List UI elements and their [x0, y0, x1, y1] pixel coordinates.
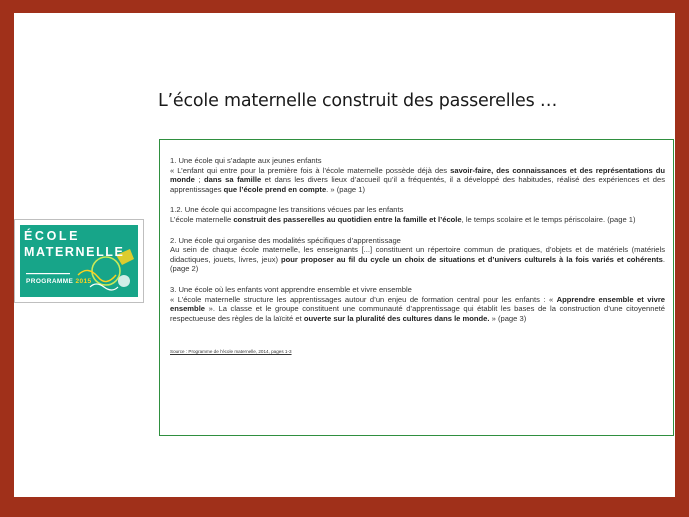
logo-programme-year: 2015 [75, 278, 92, 285]
section-4 [170, 285, 665, 323]
quote-text-box [159, 139, 674, 436]
section-2-body [170, 215, 665, 225]
bold-run: dans sa famille [203, 175, 262, 185]
logo-divider [26, 273, 70, 274]
ecole-maternelle-logo [14, 219, 144, 303]
logo-background [20, 225, 138, 297]
logo-text-programme [26, 278, 92, 285]
text-run: . (page 2) [170, 254, 665, 274]
text-run: et dans les divers lieux d’accueil qu’il a fréquentés, il a développé des habitudes, réalisé des expériences et des apprentissages [170, 175, 665, 194]
text-run: , le temps scolaire et le temps périscolaire. (page 1) [461, 214, 636, 224]
section-4-body [170, 295, 665, 324]
text-run: Au sein de chaque école maternelle, les enseignants [...] constituent un répertoire commun de pratiques, d’objets et de matériels (matériels didactiques, jouets, livres, jeux) [170, 245, 665, 264]
bold-run: pour proposer au fil du cycle un choix de situations et d’univers culturels à la fois variés et cohérents [281, 254, 663, 264]
bold-run: construit des passerelles au quotidien entre la famille et l’école [233, 214, 462, 224]
logo-doodle-dot [118, 275, 130, 287]
bold-run: que l’école prend en compte [223, 184, 327, 194]
logo-text-ecole: ÉCOLE [24, 229, 81, 243]
logo-doodle-circle [92, 257, 120, 285]
section-2 [170, 205, 665, 224]
section-1-heading: 1. Une école qui s’adapte aux jeunes enfants [170, 156, 322, 165]
section-3 [170, 236, 665, 274]
slide-title: L’école maternelle construit des passerelles … [158, 91, 558, 111]
bold-run: savoir-faire, des connaissances et des représentations du monde [170, 165, 665, 185]
source-citation: Source : Programme de l’école maternelle, 2014, pages 1-3 [170, 349, 292, 355]
text-run: « L’école maternelle structure les apprentissages autour d’un enjeu de formation central pour les enfants : « [170, 294, 557, 304]
section-3-heading: 2. Une école qui organise des modalités spécifiques d’apprentissage [170, 235, 401, 245]
logo-programme-label: PROGRAMME [26, 278, 76, 285]
section-1 [170, 156, 665, 194]
text-run: L’école maternelle [170, 214, 234, 224]
text-run: ; [194, 175, 204, 185]
section-3-body [170, 245, 665, 274]
section-1-body [170, 166, 665, 195]
bold-run: ouverte sur la pluralité des cultures dans le monde. [303, 313, 490, 323]
text-run: « L’enfant qui entre pour la première fois à l’école maternelle possède déjà des [170, 165, 451, 175]
section-2-heading: 1.2. Une école qui accompagne les transitions vécues par les enfants [170, 205, 404, 215]
slide [14, 13, 675, 497]
bold-run: Apprendre ensemble et vivre ensemble [170, 294, 665, 314]
section-4-heading: 3. Une école où les enfants vont apprendre ensemble et vivre ensemble [170, 284, 412, 294]
text-run: . » (page 1) [326, 184, 366, 194]
text-run: » (page 3) [489, 313, 527, 323]
text-run: ». La classe et le groupe constituent une communauté d’apprentissage qui établit les bases de la construction d’une citoyenneté respectueuse des règles de la laïcité et [170, 304, 665, 323]
logo-text-maternelle: MATERNELLE [24, 245, 125, 259]
